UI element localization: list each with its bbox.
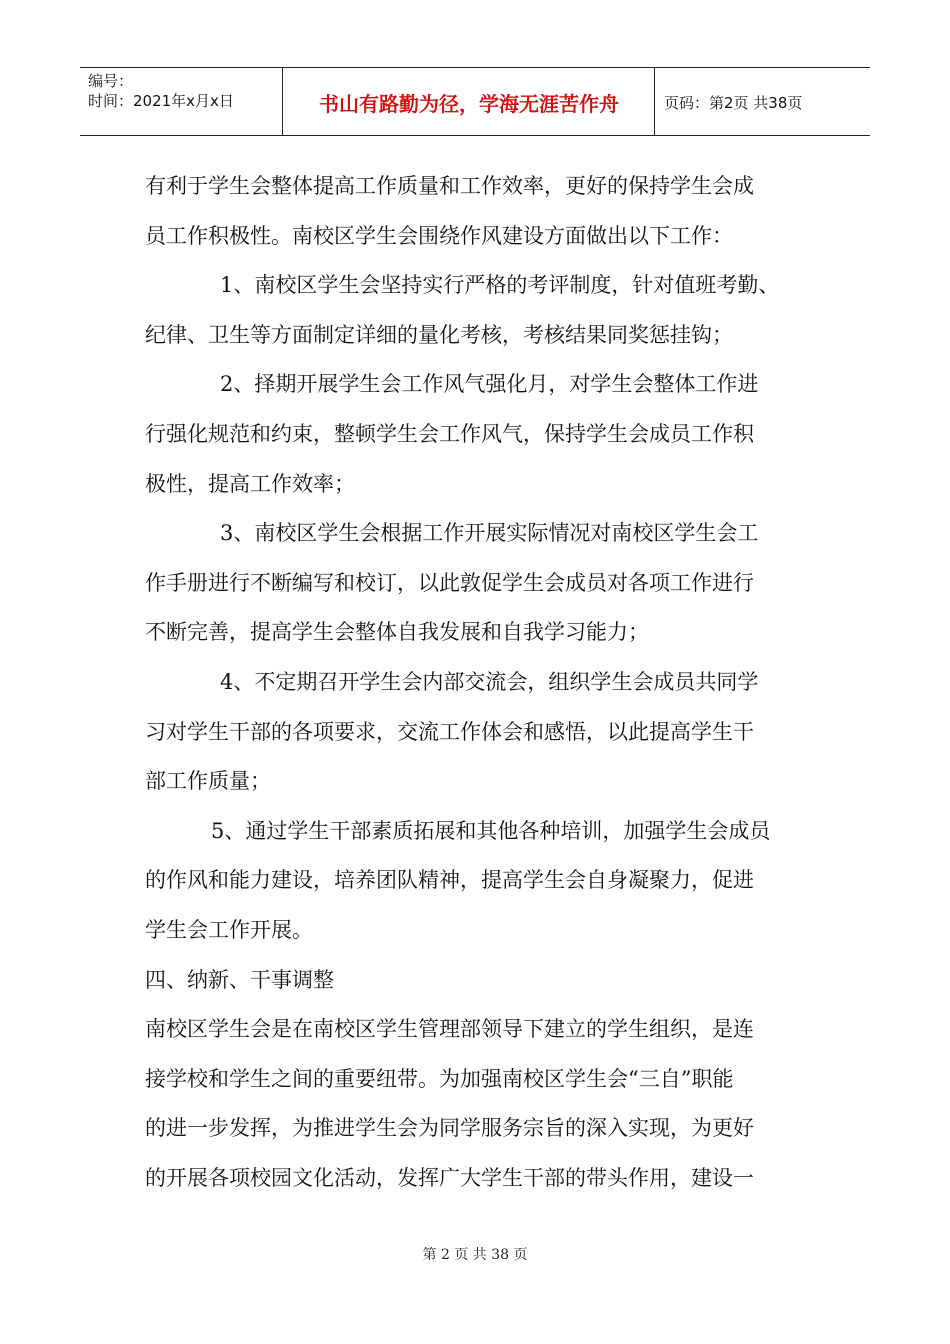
body-line: 3、南校区学生会根据工作开展实际情况对南校区学生会工 — [220, 521, 759, 546]
header-meta-cell — [80, 68, 283, 135]
header-table — [80, 67, 870, 136]
body-line: 4、不定期召开学生会内部交流会，组织学生会成员共同学 — [220, 669, 759, 694]
body-line: 南校区学生会是在南校区学生管理部领导下建立的学生组织，是连 — [145, 1017, 754, 1042]
body-line: 的进一步发挥，为推进学生会为同学服务宗旨的深入实现，为更好 — [145, 1116, 754, 1141]
body-line: 的作风和能力建设，培养团队精神，提高学生会自身凝聚力，促进 — [145, 868, 754, 893]
body-line: 纪律、卫生等方面制定详细的量化考核，考核结果同奖惩挂钩； — [145, 322, 733, 347]
body-line: 员工作积极性。南校区学生会围绕作风建设方面做出以下工作： — [145, 223, 733, 248]
body-line: 2、择期开展学生会工作风气强化月，对学生会整体工作进 — [220, 372, 759, 397]
body-line: 5、通过学生干部素质拓展和其他各种培训，加强学生会成员 — [211, 818, 771, 843]
body-line: 作手册进行不断编写和校订，以此敦促学生会成员对各项工作进行 — [145, 570, 754, 595]
document-body — [145, 162, 805, 1203]
header-page-info: 页码：第2页 共38页 — [664, 94, 803, 112]
body-line: 接学校和学生之间的重要纽带。为加强南校区学生会“三自”职能 — [145, 1066, 734, 1091]
body-line: 学生会工作开展。 — [145, 917, 313, 942]
document-number-label: 编号： — [88, 72, 134, 90]
body-line: 有利于学生会整体提高工作质量和工作效率，更好的保持学生会成 — [145, 174, 754, 198]
header-motto: 书山有路勤为径，学海无涯苦作舟 — [319, 92, 619, 116]
body-line: 部工作质量； — [145, 769, 271, 794]
document-date-label: 时间：2021年x月x日 — [88, 92, 234, 110]
header-page-cell — [655, 68, 870, 135]
body-line: 不断完善，提高学生会整体自我发展和自我学习能力； — [145, 620, 649, 645]
body-line: 极性，提高工作效率； — [145, 471, 355, 496]
section-heading: 四、纳新、干事调整 — [145, 967, 334, 992]
body-line: 习对学生干部的各项要求，交流工作体会和感悟，以此提高学生干 — [145, 719, 754, 744]
body-line: 的开展各项校园文化活动，发挥广大学生干部的带头作用，建设一 — [145, 1165, 754, 1190]
body-line: 行强化规范和约束，整顿学生会工作风气，保持学生会成员工作积 — [145, 421, 754, 446]
page-footer: 第 2 页 共 38 页 — [422, 1247, 528, 1263]
body-line: 1、南校区学生会坚持实行严格的考评制度，针对值班考勤、 — [220, 273, 780, 298]
header-motto-cell — [283, 68, 655, 135]
